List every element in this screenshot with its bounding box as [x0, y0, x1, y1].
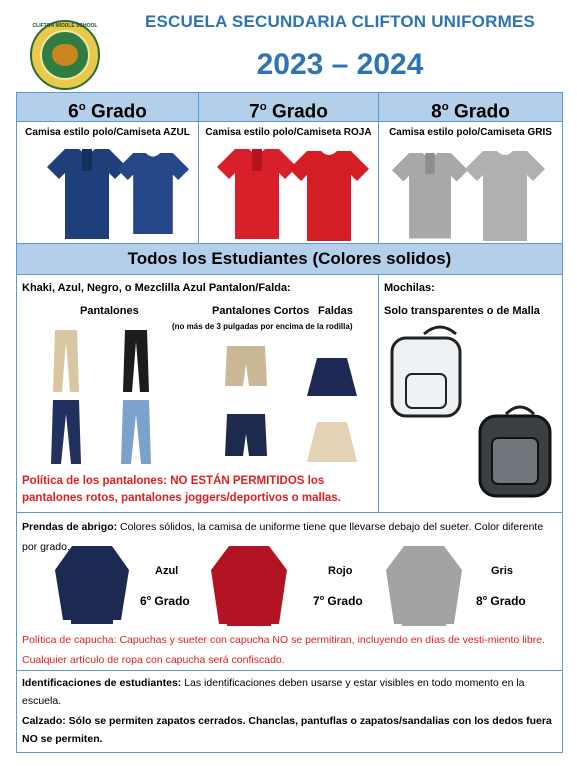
divider — [17, 670, 562, 671]
shorts-label: Pantalones Cortos — [212, 305, 310, 317]
outerwear-grade-6: 6$^o$ Grado — [140, 593, 190, 608]
skirts-label: Faldas — [318, 305, 353, 317]
divider — [17, 512, 562, 513]
shoes-text: Sólo se permiten zapatos cerrados. Chanclas, pantuflas o zapatos/sandalias con los dedos fuera NO se permiten. — [22, 715, 552, 745]
grade-6-heading: 6$^o$ Grado — [68, 101, 147, 123]
id-lead: Identificaciones de estudiantes: — [22, 677, 182, 689]
outerwear-color-gris: Gris — [491, 565, 514, 577]
gray-tee-image — [465, 151, 545, 241]
logo-text: CLIFTON MIDDLE SCHOOL — [32, 23, 98, 29]
outerwear-grade-8: 8$^o$ Grado — [476, 593, 526, 608]
grade-6-shirt-caption: Camisa estilo polo/Camiseta AZUL — [25, 127, 190, 138]
outerwear-grade-7: 7$^o$ Grado — [313, 593, 363, 608]
grade-8-heading: 8$^o$ Grado — [431, 101, 510, 123]
outerwear-text: Colores sólidos, la camisa de uniforme tiene que llevarse debajo del sueter. Color diferente por grado. — [22, 521, 544, 553]
id-paragraph — [22, 674, 557, 710]
clear-backpack-image — [392, 327, 460, 416]
red-cardigan-image — [211, 546, 287, 626]
bottoms-images — [17, 330, 377, 470]
shoes-lead: Calzado: — [22, 715, 66, 727]
divider — [378, 275, 379, 512]
sweater-images — [17, 540, 562, 630]
navy-skirt-image — [307, 358, 357, 396]
id-text: Las identificaciones deben usarse y estar visibles en todo momento en la escuela. — [22, 677, 525, 707]
backpacks-text: Solo transparentes o de Malla — [384, 305, 540, 317]
navy-jacket-image — [55, 546, 129, 624]
shirt-images — [17, 143, 562, 243]
gray-polo-image — [392, 153, 468, 239]
shorts-length-note: (no más de 3 pulgadas por encima de la rodilla) — [172, 322, 353, 331]
blue-polo-image — [47, 149, 127, 239]
khaki-pants-image — [53, 330, 79, 392]
denim-jeans-image — [121, 400, 151, 464]
outerwear-lead: Prendas de abrigo: — [22, 521, 118, 533]
pants-policy: Política de los pantalones: NO ESTÁN PERMITIDOS los pantalones rotos, pantalones joggers/deportivos o mallas. — [22, 475, 341, 504]
gray-cardigan-image — [386, 546, 462, 626]
red-polo-image — [217, 149, 297, 239]
blue-tee-image — [117, 153, 189, 234]
pants-label: Pantalones — [80, 305, 139, 317]
school-year: 2023 – 2024 — [256, 48, 424, 81]
document-title: ESCUELA SECUNDARIA CLIFTON UNIFORMES — [144, 12, 536, 31]
grade-7-heading: 7$^o$ Grado — [249, 101, 328, 123]
black-pants-image — [123, 330, 149, 392]
cougar-mascot-icon — [52, 44, 78, 66]
red-tee-image — [289, 151, 369, 241]
outerwear-color-azul: Azul — [155, 565, 179, 577]
bottoms-title: Khaki, Azul, Negro, o Mezclilla Azul Pantalon/Falda: — [22, 282, 291, 294]
school-logo — [30, 20, 100, 90]
all-students-heading: Todos los Estudiantes (Colores solidos) — [127, 249, 452, 268]
navy-shorts-image — [225, 414, 267, 456]
shoes-paragraph — [22, 712, 557, 748]
backpack-images — [380, 320, 560, 510]
navy-pants-image — [51, 400, 81, 464]
grade-7-shirt-caption: Camisa estilo polo/Camiseta ROJA — [205, 127, 372, 138]
khaki-skirt-image — [307, 422, 357, 462]
mesh-backpack-image — [480, 407, 550, 496]
grade-8-shirt-caption: Camisa estilo polo/Camiseta GRIS — [389, 127, 552, 138]
hood-policy: Política de capucha: Capuchas y sueter con capucha NO se permitiran, incluyendo en días de vesti-miento libre. Cualquier artículo de ropa con capucha será confiscado. — [22, 634, 545, 666]
backpacks-title: Mochilas: — [384, 282, 435, 294]
khaki-shorts-image — [225, 346, 267, 386]
outerwear-color-rojo: Rojo — [328, 565, 353, 577]
